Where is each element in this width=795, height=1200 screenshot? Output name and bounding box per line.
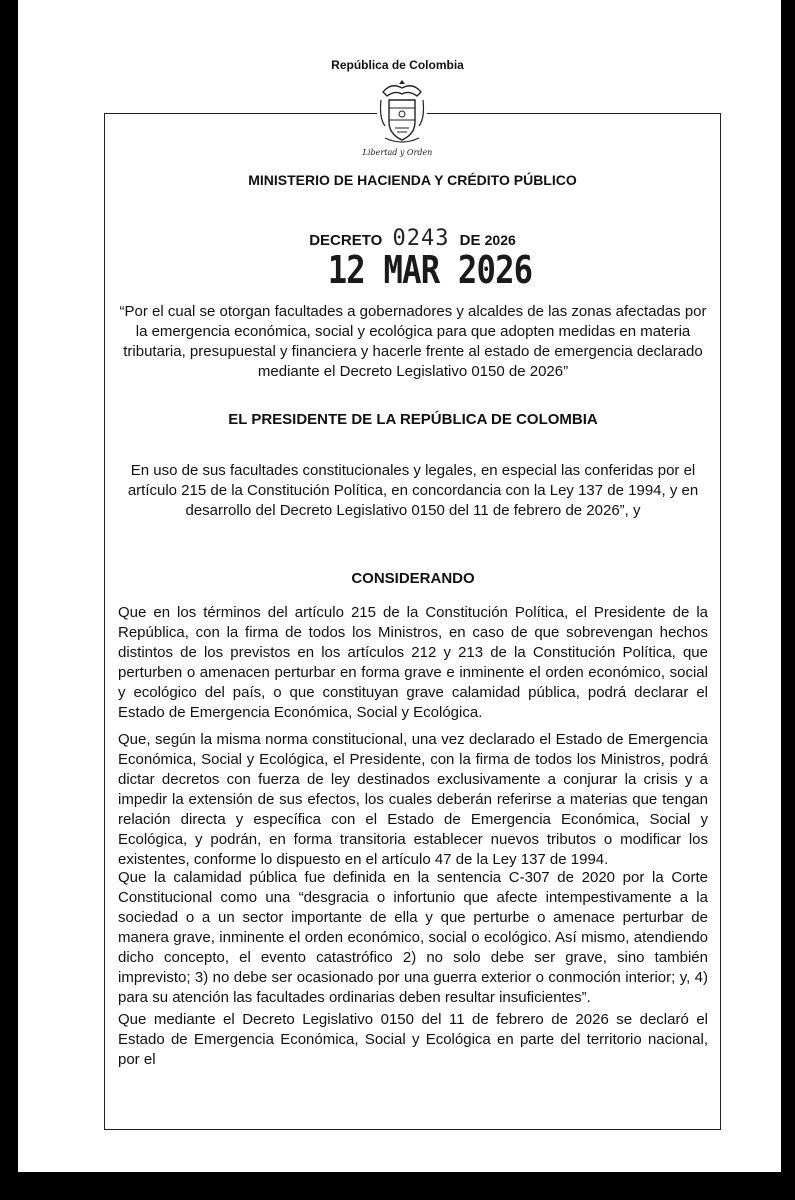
ministry-name: MINISTERIO DE HACIENDA Y CRÉDITO PÚBLICO [248, 172, 577, 188]
president-heading: EL PRESIDENTE DE LA REPÚBLICA DE COLOMBIA [228, 411, 598, 428]
powers-clause: En uso de sus facultades constitucionales y legales, en especial las conferidas por el artículo 215 de la Constitución Política, en concordancia con la Ley 137 de 1994, y en desarrollo del Decreto Legislativo 0150 del 11 de febrero de 2026”, y [127, 462, 699, 519]
motto: Libertad y Orden [362, 148, 433, 157]
decree-label: DECRETO [309, 232, 383, 249]
paragraph: Que en los términos del artículo 215 de la Constitución Política, el Presidente de la República, con la firma de todos los Ministros, en caso de que sobrevengan hechos distintos de los previstos en los artículos 212 y 213 de la Constitución Política, que perturben o amenacen perturbar en forma grave e inminente el orden económico, social y ecológico del país, o que constituyan grave calamidad pública, podrá declarar el Estado de Emergencia Económica, Social y Ecológica. [118, 604, 708, 721]
date-stamp: 12 MAR 2026 [327, 248, 533, 292]
decree-number: 0243 [392, 226, 450, 251]
scan-edge-bottom [0, 1172, 795, 1200]
decree-year: 2026 [484, 232, 516, 248]
decree-title: “Por el cual se otorgan facultades a gobernadores y alcaldes de las zonas afectadas por la emergencia económica, social y ecológica para que adopten medidas en materia tributaria, presupuestal y financiera y hacerle frente al estado de emergencia declarado mediante el Decreto Legislativo 0150 de 2026” [119, 303, 707, 380]
paragraph: Que, según la misma norma constitucional, una vez declarado el Estado de Emergencia Económica, Social y Ecológica, el Presidente, con la firma de todos los Ministros, podrá dictar decretos con fuerza de ley destinados exclusivamente a conjurar la crisis y a impedir la extensión de sus efectos, los cuales deberán referirse a materias que tengan relación directa y específica con el Estado de Emergencia Económica, Social y Ecológica, y podrán, en forma transitoria establecer nuevos tributos o modificar los existentes, conforme lo dispuesto en el artículo 47 de la Ley 137 de 1994. [118, 731, 708, 868]
republic-header: República de Colombia [331, 58, 464, 72]
paragraph: Que mediante el Decreto Legislativo 0150 del 11 de febrero de 2026 se declaró el Estado de Emergencia Económica, Social y Ecológica en parte del territorio nacional, por el [118, 1011, 708, 1068]
paragraph: Que la calamidad pública fue definida en la sentencia C-307 de 2020 por la Corte Constitucional como una “desgracia o infortunio que afecte intempestivamente a la sociedad o a un sector importante de ella y que perturbe o amenace perturbar de manera grave, inminente el orden económico, social o ecológico. Así mismo, atendiendo dicho concepto, el evento catastrófico 2) no solo debe ser grave, sino también imprevisto; 3) no debe ser ocasionado por una guerra exterior o conmoción interior; y, 4) para su atención las facultades ordinarias deben resultar insuficientes”. [118, 869, 708, 1006]
coat-of-arms-icon [377, 78, 427, 148]
considerando-heading: CONSIDERANDO [351, 570, 475, 587]
decree-de: DE [459, 232, 481, 249]
